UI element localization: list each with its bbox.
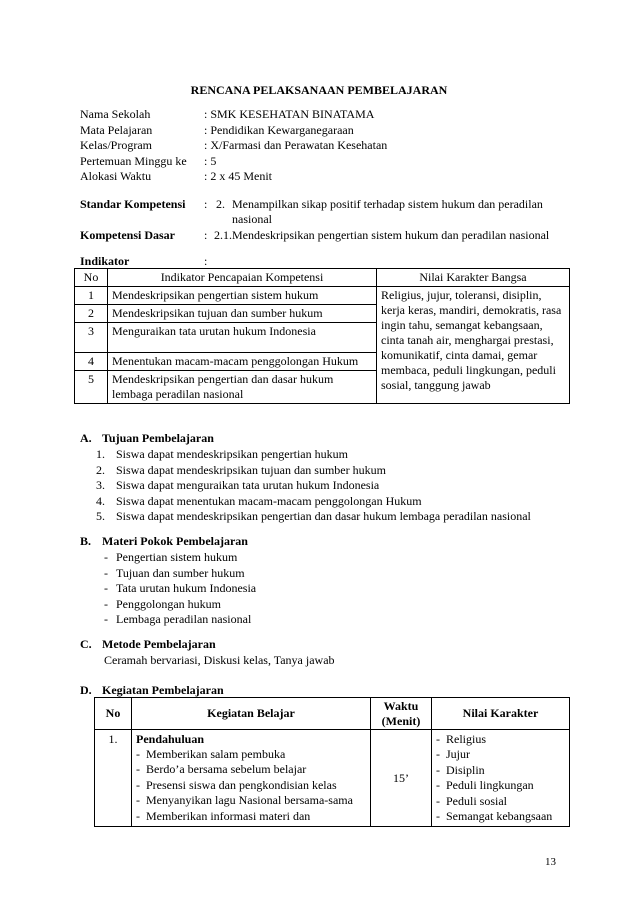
list-item: 1. Siswa dapat mendeskripsikan pengertian hukum xyxy=(96,447,348,461)
header-indikator: Indikator Pencapaian Kompetensi xyxy=(108,269,377,287)
table-header-row xyxy=(95,698,570,730)
section-a-heading: A. Tujuan Pembelajaran xyxy=(80,431,214,445)
section-b-heading: B. Materi Pokok Pembelajaran xyxy=(80,534,248,548)
list-item: - Penggolongan hukum xyxy=(104,596,221,611)
table-row: 1 Mendeskripsikan pengertian sistem hukum Religius, jujur, toleransi, disiplin, kerja keras, mandiri, demokratis, rasa ingin tahu, semangat kebangsaan, cinta tanah air, menghargai prestasi, komunikatif, cinta damai, gemar membaca, peduli lingkungan, peduli sosial, tanggung jawab xyxy=(75,287,570,305)
section-d-heading: D. Kegiatan Pembelajaran xyxy=(80,683,224,697)
list-item: - Tujuan dan sumber hukum xyxy=(104,565,245,580)
list-item: - Memberikan informasi materi dan xyxy=(136,808,311,823)
section-c-heading: C. Metode Pembelajaran xyxy=(80,637,216,651)
header-no: No xyxy=(95,698,132,730)
identity-row: Nama Sekolah : SMK KESEHATAN BINATAMA xyxy=(80,107,375,121)
list-item: - Peduli sosial xyxy=(436,793,508,808)
metode-text: Ceramah bervariasi, Diskusi kelas, Tanya jawab xyxy=(104,653,335,667)
indicator-table xyxy=(74,268,570,404)
nilai-list xyxy=(436,732,565,824)
identity-row: Alokasi Waktu : 2 x 45 Menit xyxy=(80,169,272,183)
kegiatan-table xyxy=(94,697,570,827)
header-nilai: Nilai Karakter xyxy=(432,698,570,730)
list-item: - Memberikan salam pembuka xyxy=(136,747,286,761)
list-item: - Berdo’a bersama sebelum belajar xyxy=(136,762,307,777)
document-title: RENCANA PELAKSANAAN PEMBELAJARAN xyxy=(190,83,448,97)
nilai-cell xyxy=(432,730,570,827)
list-item: - Lembaga peradilan nasional xyxy=(104,612,252,627)
list-item: - Tata urutan hukum Indonesia xyxy=(104,581,257,596)
list-item: - Jujur xyxy=(436,747,470,762)
list-item: - Disiplin xyxy=(436,762,485,777)
list-item: - Menyanyikan lagu Nasional bersama-sama xyxy=(136,793,353,808)
table-row: 2 Mendeskripsikan tujuan dan sumber hukum xyxy=(75,305,570,323)
table-row: 1. Pendahuluan - Memberikan salam pembuka - Berdo’a bersama sebelum belajar - Presensi siswa dan pengkondisian kelas - Menyanyikan lagu Nasional bersama-sama - Memberikan informasi materi dan 15’ - Religius - Jujur - Disiplin - Peduli lingkungan - Peduli sosial - Semangat kebangsaan xyxy=(95,730,570,827)
kegiatan-cell: Pendahuluan - Memberikan salam pembuka - Berdo’a bersama sebelum belajar - Presensi siswa dan pengkondisian kelas - Menyanyikan lagu Nasional bersama-sama - Memberikan informasi materi dan xyxy=(132,730,371,827)
list-item: - Peduli lingkungan xyxy=(436,778,534,793)
table-row: 4 Menentukan macam-macam penggolongan Hukum xyxy=(75,353,570,371)
waktu-cell: 15’ xyxy=(371,730,432,827)
list-item: - Semangat kebangsaan xyxy=(436,808,553,823)
header-no: No xyxy=(75,269,108,287)
list-item: 3. Siswa dapat menguraikan tata urutan hukum Indonesia xyxy=(96,478,380,493)
list-item: 2. Siswa dapat mendeskripsikan tujuan dan sumber hukum xyxy=(96,462,386,477)
nilai-karakter-cell: Religius, jujur, toleransi, disiplin, kerja keras, mandiri, demokratis, rasa ingin tahu, semangat kebangsaan, cinta tanah air, menghargai prestasi, komunikatif, cinta damai, gemar membaca, peduli lingkungan, peduli sosial, tanggung jawab xyxy=(377,287,570,404)
page-number: 13 xyxy=(545,856,556,868)
list-item: - Presensi siswa dan pengkondisian kelas xyxy=(136,777,337,792)
identity-row: Mata Pelajaran : Pendidikan Kewarganegaraan xyxy=(80,122,354,137)
list-item: 5. Siswa dapat mendeskripsikan pengertian dan dasar hukum lembaga peradilan nasional xyxy=(96,509,531,524)
header-nilai: Nilai Karakter Bangsa xyxy=(377,269,570,287)
table-header-row xyxy=(75,269,570,287)
table-row: 3 Menguraikan tata urutan hukum Indonesia xyxy=(75,323,570,353)
table-row: 5 Mendeskripsikan pengertian dan dasar hukum lembaga peradilan nasional xyxy=(75,371,570,404)
header-waktu: Waktu (Menit) xyxy=(371,698,432,730)
identity-row: Pertemuan Minggu ke : 5 xyxy=(80,153,217,168)
list-item: - Pengertian sistem hukum xyxy=(104,550,238,564)
list-item: 4. Siswa dapat menentukan macam-macam penggolongan Hukum xyxy=(96,493,422,508)
identity-block xyxy=(80,107,500,185)
header-kegiatan: Kegiatan Belajar xyxy=(132,698,371,730)
list-item: - Religius xyxy=(436,732,487,746)
identity-row: Kelas/Program : X/Farmasi dan Perawatan Kesehatan xyxy=(80,138,388,152)
tujuan-list xyxy=(96,447,531,525)
activity-list xyxy=(136,747,366,824)
materi-list xyxy=(104,550,256,628)
